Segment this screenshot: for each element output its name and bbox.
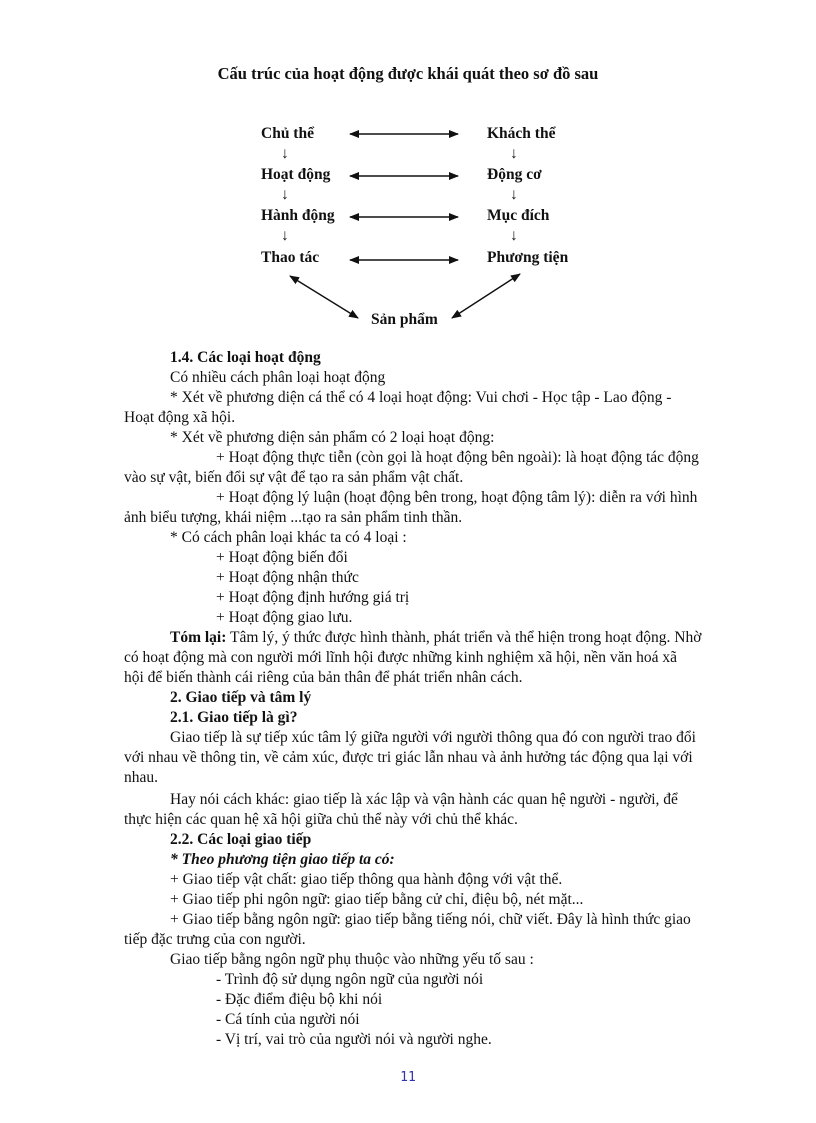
paragraph: + Giao tiếp bằng ngôn ngữ: giao tiếp bằng tiếng nói, chữ viết. Đây là hình thức giao: [170, 911, 691, 928]
paragraph: ảnh biểu tượng, khái niệm ...tạo ra sản phẩm tinh thần.: [124, 509, 463, 526]
section-heading-2: 2. Giao tiếp và tâm lý: [170, 689, 312, 706]
down-arrow: ↓: [281, 145, 289, 162]
paragraph: có hoạt động mà con người mới lĩnh hội được những kinh nghiệm xã hội, nền văn hoá xã: [124, 649, 678, 666]
page-number: 11: [400, 1070, 416, 1085]
paragraph: hội để biến thành cái riêng của bản thân để phát triển nhân cách.: [124, 669, 523, 686]
summary-paragraph: [170, 628, 701, 648]
list-item: - Trình độ sử dụng ngôn ngữ của người nói: [216, 971, 484, 988]
paragraph: Hay nói cách khác: giao tiếp là xác lập và vận hành các quan hệ người - người, để: [170, 791, 678, 808]
node-dong-co: Động cơ: [487, 166, 542, 183]
means-heading: * Theo phương tiện giao tiếp ta có:: [170, 851, 395, 868]
paragraph: Có nhiều cách phân loại hoạt động: [170, 369, 386, 386]
paragraph: Giao tiếp là sự tiếp xúc tâm lý giữa người với người thông qua đó con người trao đổi: [170, 729, 696, 746]
list-item: - Cá tính của người nói: [216, 1011, 360, 1028]
node-hanh-dong: Hành động: [261, 207, 335, 224]
down-arrow: ↓: [510, 186, 518, 203]
list-item: + Hoạt động định hướng giá trị: [216, 589, 410, 606]
list-item: - Đặc điểm điệu bộ khi nói: [216, 991, 383, 1008]
paragraph: thực hiện các quan hệ xã hội giữa chủ thể này với chủ thể khác.: [124, 811, 518, 828]
list-item: + Hoạt động biến đổi: [216, 549, 348, 566]
paragraph: * Có cách phân loại khác ta có 4 loại :: [170, 529, 407, 546]
section-heading-1-4: 1.4. Các loại hoạt động: [170, 349, 321, 366]
paragraph: + Hoạt động lý luận (hoạt động bên trong, hoạt động tâm lý): diễn ra với hình: [216, 489, 698, 506]
down-arrow: ↓: [510, 227, 518, 244]
summary-text: Tâm lý, ý thức được hình thành, phát triển và thể hiện trong hoạt động. Nhờ: [226, 629, 702, 646]
paragraph: * Xét về phương diện sản phẩm có 2 loại hoạt động:: [170, 429, 495, 446]
list-item: + Hoạt động giao lưu.: [216, 609, 353, 626]
down-arrow: ↓: [281, 186, 289, 203]
node-san-pham: Sản phẩm: [371, 311, 438, 328]
node-muc-dich: Mục đích: [487, 207, 550, 224]
paragraph: + Giao tiếp phi ngôn ngữ: giao tiếp bằng cử chỉ, điệu bộ, nét mặt...: [170, 891, 584, 908]
list-item: + Hoạt động nhận thức: [216, 569, 359, 586]
arrow-thao-tac-san-pham: [290, 276, 358, 318]
paragraph: * Xét về phương diện cá thể có 4 loại hoạt động: Vui chơi - Học tập - Lao động -: [170, 389, 672, 406]
node-thao-tac: Thao tác: [261, 249, 320, 266]
paragraph: Hoạt động xã hội.: [124, 409, 236, 426]
down-arrow: ↓: [510, 145, 518, 162]
node-phuong-tien: Phương tiện: [487, 249, 569, 266]
subsection-heading-2-1: 2.1. Giao tiếp là gì?: [170, 709, 298, 726]
paragraph: + Giao tiếp vật chất: giao tiếp thông qua hành động với vật thể.: [170, 871, 563, 888]
node-khach-the: Khách thể: [487, 125, 556, 142]
paragraph: tiếp đặc trưng của con người.: [124, 931, 306, 948]
list-item: - Vị trí, vai trò của người nói và người nghe.: [216, 1031, 492, 1048]
node-chu-the: Chủ thể: [261, 125, 314, 142]
paragraph: Giao tiếp bằng ngôn ngữ phụ thuộc vào những yếu tố sau :: [170, 951, 534, 968]
node-hoat-dong: Hoạt động: [261, 166, 331, 183]
paragraph: với nhau về thông tin, về cảm xúc, được tri giác lẫn nhau và ảnh hưởng tác động qua lại với: [124, 749, 693, 766]
paragraph: nhau.: [124, 769, 159, 786]
activity-structure-diagram: [0, 0, 816, 340]
summary-label: Tóm lại:: [170, 629, 227, 646]
down-arrow: ↓: [281, 227, 289, 244]
paragraph: + Hoạt động thực tiễn (còn gọi là hoạt động bên ngoài): là hoạt động tác động: [216, 449, 699, 466]
paragraph: vào sự vật, biến đổi sự vật để tạo ra sản phẩm vật chất.: [124, 469, 464, 486]
subsection-heading-2-2: 2.2. Các loại giao tiếp: [170, 831, 312, 848]
page-title: Cấu trúc của hoạt động được khái quát theo sơ đồ sau: [217, 64, 599, 83]
arrow-phuong-tien-san-pham: [452, 274, 520, 318]
